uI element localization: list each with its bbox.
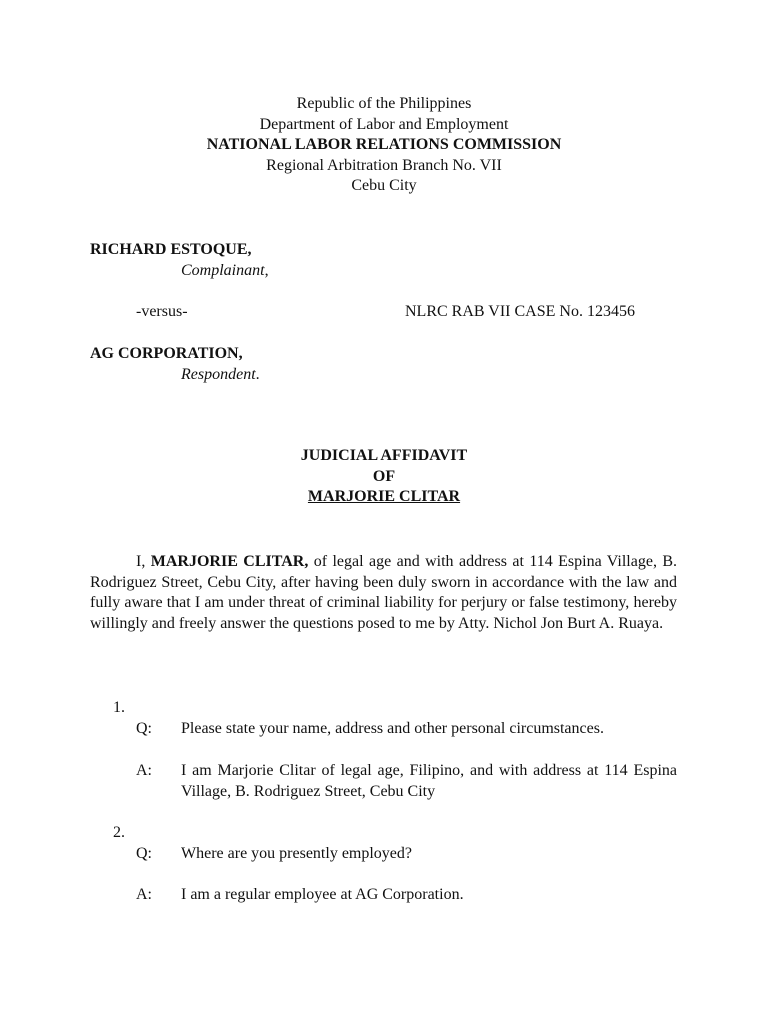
qa-1-answer-tag: A: [136, 762, 152, 779]
respondent-role [181, 365, 260, 386]
intro-body: of legal age and with address at 114 Espina Village, B. Rodriguez Street, Cebu City, after having been duly sworn in accordance with the law and fully aware that I am under threat of criminal liability for perjury or false testimony, hereby willingly and freely answer the questions posed to me by Atty. Nichol Jon Burt A. Ruaya. [90, 553, 678, 632]
title-affiant-name: MARJORIE CLITAR [307, 488, 461, 506]
qa-2-answer-tag: A: [136, 886, 152, 903]
qa-1-question: Please state your name, address and other personal circumstances. [181, 720, 604, 737]
qa-2-question-tag: Q: [136, 845, 152, 862]
intro-prefix: I, [136, 553, 151, 570]
intro-affiant-name: MARJORIE CLITAR, [150, 553, 309, 570]
respondent-role-label: Respondent [181, 366, 256, 383]
intro-paragraph [90, 552, 677, 634]
qa-1-number: 1. [113, 699, 125, 716]
title-line-2: OF [372, 467, 396, 485]
respondent-role-suffix: . [255, 366, 260, 383]
title-line-1: JUDICIAL AFFIDAVIT [300, 447, 468, 464]
header-branch: Regional Arbitration Branch No. VII [266, 156, 502, 174]
header-department: Department of Labor and Employment [259, 115, 509, 133]
document-header [0, 94, 768, 197]
qa-2-number: 2. [113, 824, 125, 841]
header-city: Cebu City [351, 177, 417, 195]
intro-text [90, 552, 677, 634]
complainant-name: RICHARD ESTOQUE, [90, 241, 252, 258]
affidavit-title [0, 446, 768, 508]
header-commission: NATIONAL LABOR RELATIONS COMMISSION [206, 136, 562, 154]
qa-1-answer: I am Marjorie Clitar of legal age, Filipino, and with address at 114 Espina Village, B. Rodriguez Street, Cebu City [181, 762, 677, 800]
header-republic: Republic of the Philippines [296, 95, 472, 112]
case-number: NLRC RAB VII CASE No. 123456 [405, 303, 635, 320]
qa-2-question: Where are you presently employed? [181, 845, 413, 862]
complainant-role-suffix: , [264, 262, 269, 279]
versus-label: -versus- [136, 303, 188, 320]
complainant-role-label: Complainant [181, 262, 265, 279]
respondent-name: AG CORPORATION, [90, 345, 243, 362]
qa-1-question-tag: Q: [136, 720, 152, 737]
qa-2-answer: I am a regular employee at AG Corporation. [181, 886, 464, 903]
complainant-role [181, 261, 269, 282]
